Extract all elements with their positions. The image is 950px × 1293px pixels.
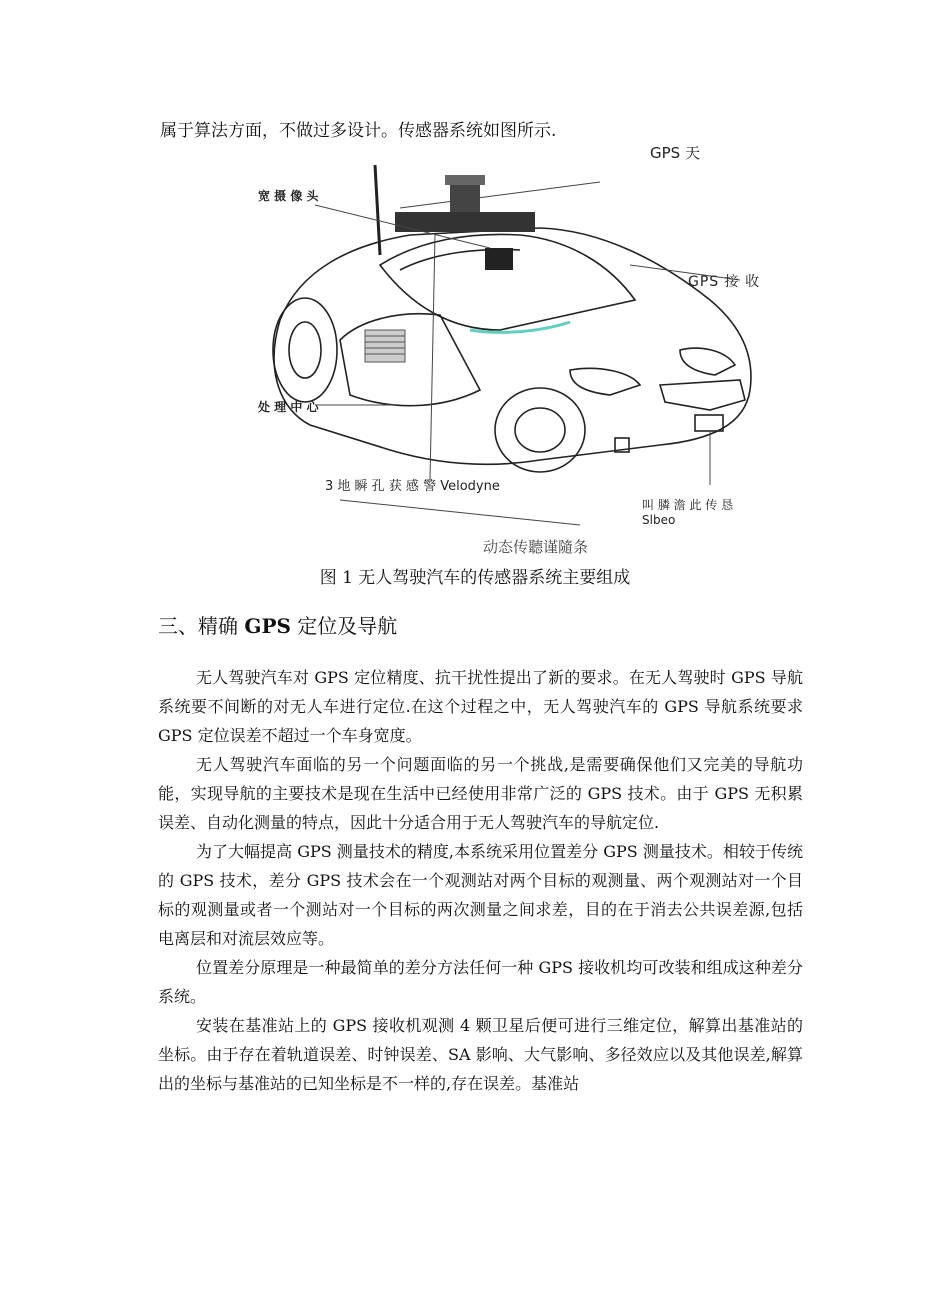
label-velodyne: 3 地 瞬 孔 获 感 警 Velodyne [325,479,500,494]
figure-caption: 图 1 无人驾驶汽车的传感器系统主要组成 [319,568,631,588]
paragraph: 位置差分原理是一种最简单的差分方法任何一种 GPS 接收机均可改装和组成这种差分系统。 [158,958,803,1006]
heading-bold: GPS [244,614,291,638]
sensor-system-figure [240,140,770,560]
body-text [158,663,803,1098]
label-gps-receiver: GPS 接 收 [688,274,761,290]
heading-suffix: 定位及导航 [290,614,398,638]
top-text-line: 属于算法方面，不做过多设计。传感器系统如图所示. [160,121,557,141]
label-gps-antenna: GPS 天 [650,144,700,162]
heading-prefix: 三、精确 [158,614,245,638]
label-processing-center: 处 理 中 心 [258,400,319,414]
section-heading [158,610,397,639]
paragraph: 安装在基准站上的 GPS 接收机观测 4 颗卫星后便可进行三维定位，解算出基准站的坐标。由于存在着轨道误差、时钟误差、SA 影响、大气影响、多径效应以及其他误差,解算出的坐标与基准站的已知坐标是不一样的,存在误差。基准站 [158,1016,803,1093]
label-dynamic: 动态传聽谨隨条 [483,538,589,556]
label-sibeo: 叫 膦 澹 此 传 恳 Slbeo [642,498,734,527]
paragraph: 无人驾驶汽车面临的另一个问题面临的另一个挑战,是需要确保他们又完美的导航功能，实现导航的主要技术是现在生活中已经使用非常广泛的 GPS 技术。由于 GPS 无积累误差、自动化测量的特点，因此十分适合用于无人驾驶汽车的导航定位. [158,755,803,832]
paragraph: 为了大幅提高 GPS 测量技术的精度,本系统采用位置差分 GPS 测量技术。相较于传统的 GPS 技术，差分 GPS 技术会在一个观测站对两个目标的观测量、两个观测站对一个目标的观测量或者一个测站对一个目标的两次测量之间求差，目的在于消去公共误差源,包括电离层和对流层效应等。 [158,842,803,948]
paragraph: 无人驾驶汽车对 GPS 定位精度、抗干扰性提出了新的要求。在无人驾驶时 GPS 导航系统要不间断的对无人车进行定位.在这个过程之中，无人驾驶汽车的 GPS 导航系统要求 GPS 定位误差不超过一个车身宽度。 [158,668,803,745]
label-camera: 宽 摄 像 头 [258,189,319,203]
